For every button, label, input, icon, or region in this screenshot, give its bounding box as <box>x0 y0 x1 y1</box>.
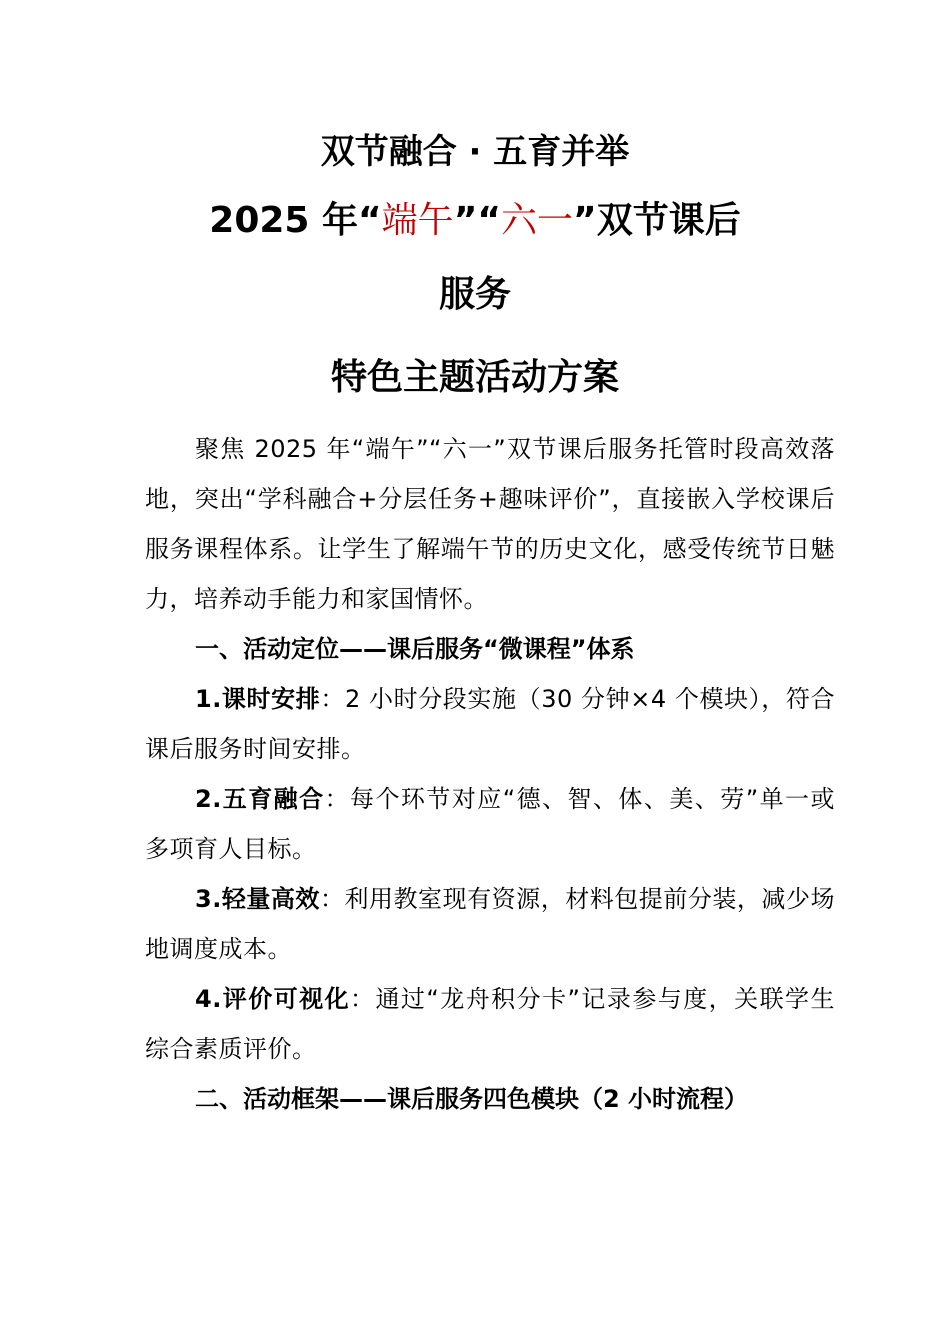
title-suffix: 双节课后 <box>596 200 741 241</box>
list-item <box>145 874 835 974</box>
list-item <box>145 674 835 774</box>
item-text: ：每个环节对应“德、智、体、美、劳”单一或多项育人目标。 <box>145 785 835 863</box>
item-lead: 1.课时安排 <box>195 685 321 713</box>
title-line-2 <box>0 184 950 258</box>
list-item <box>145 774 835 874</box>
document-title <box>0 122 950 420</box>
item-lead: 2.五育融合 <box>195 785 325 813</box>
title-liuyi: 六一 <box>501 200 574 241</box>
item-lead: 3.轻量高效 <box>195 885 320 913</box>
item-lead: 4.评价可视化 <box>195 985 351 1013</box>
title-duanwu: 端午 <box>381 200 454 241</box>
title-line-3: 服务 <box>438 274 511 315</box>
title-year: 2025 年 <box>209 200 358 241</box>
section-heading-1: 一、活动定位——课后服务“微课程”体系 <box>195 635 635 663</box>
item-text: ：2 小时分段实施（30 分钟×4 个模块），符合课后服务时间安排。 <box>145 685 835 763</box>
item-text: ：利用教室现有资源，材料包提前分装，减少场地调度成本。 <box>145 885 835 963</box>
quote-close: ” <box>453 200 478 241</box>
intro-paragraph: 聚焦 2025 年“端午”“六一”双节课后服务托管时段高效落地，突出“学科融合+分层任务+趣味评价”，直接嵌入学校课后服务课程体系。让学生了解端午节的历史文化，感受传统节日魅力，培养动手能力和家国情怀。 <box>145 435 835 613</box>
title-line-4: 特色主题活动方案 <box>330 357 619 398</box>
document-body <box>145 424 835 1124</box>
list-item <box>145 974 835 1074</box>
quote-open: “ <box>477 200 502 241</box>
title-line-1: 双节融合 · 五育并举 <box>320 132 630 172</box>
quote-close: ” <box>573 200 597 241</box>
quote-open: “ <box>358 200 382 241</box>
item-text: ：通过“龙舟积分卡”记录参与度，关联学生综合素质评价。 <box>145 985 835 1063</box>
section-heading-2: 二、活动框架——课后服务四色模块（2 小时流程） <box>195 1085 749 1113</box>
